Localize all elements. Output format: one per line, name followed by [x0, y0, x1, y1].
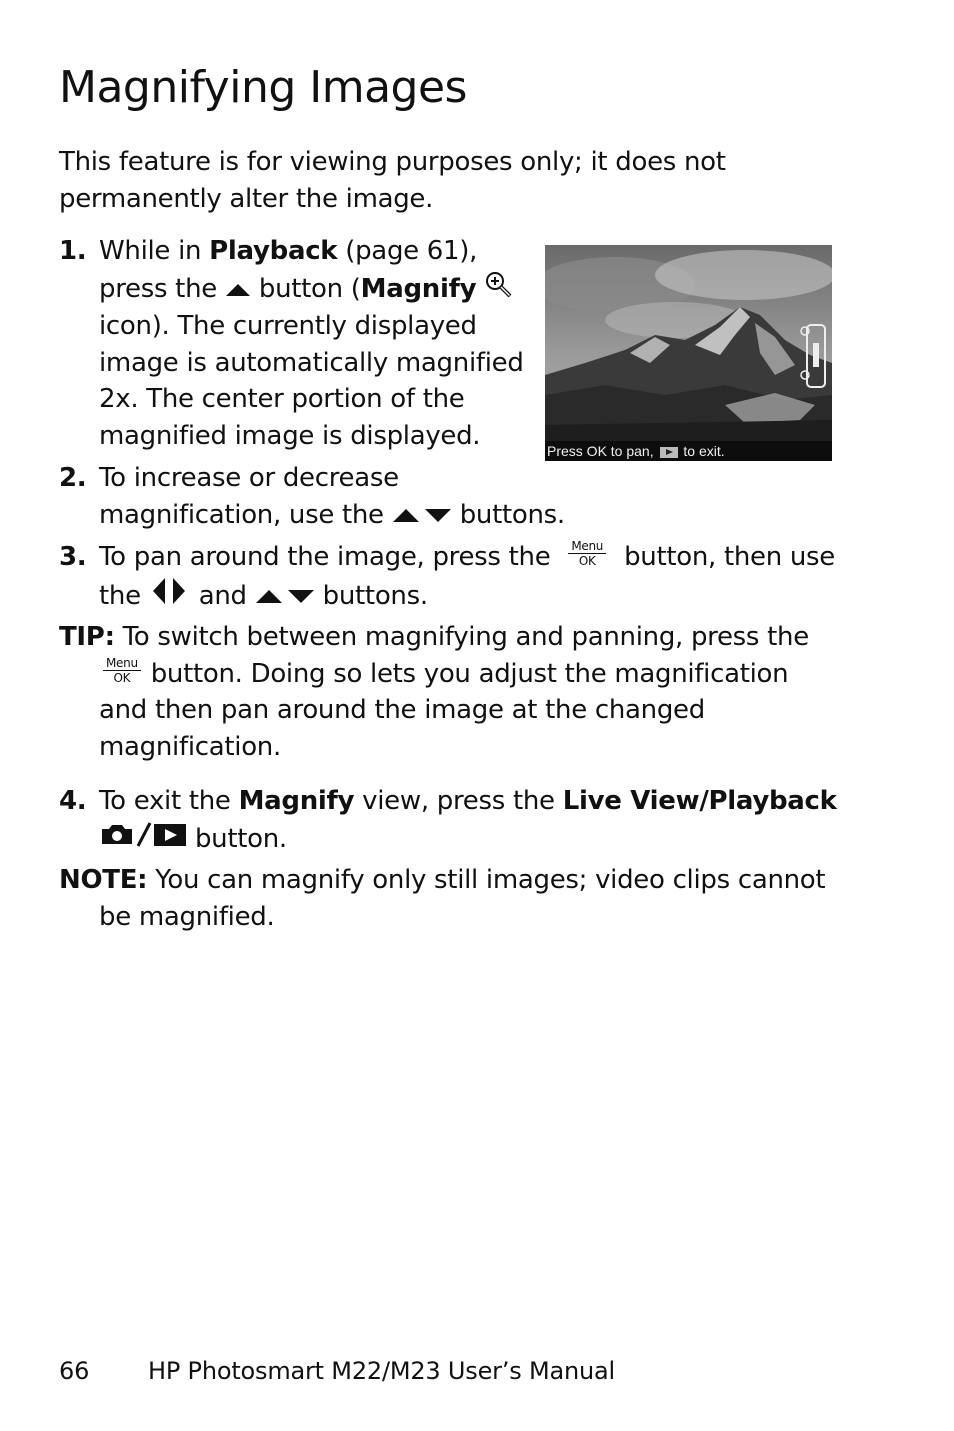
tip-line [99, 656, 879, 693]
menu-ok-top: Menu [568, 540, 606, 554]
playback-icon [153, 821, 187, 858]
step-line [99, 233, 529, 270]
step-text: buttons. [451, 499, 565, 530]
tip-block [59, 619, 879, 765]
step-text: While in [99, 236, 210, 266]
up-arrow-icon [225, 271, 251, 308]
note-block [59, 862, 879, 935]
menu-ok-icon [103, 657, 141, 684]
step-text: buttons. [314, 580, 428, 611]
step-text: button, then use [616, 542, 835, 572]
step-text: (page 61), [337, 236, 478, 266]
step-line: magnified image is displayed. [99, 420, 481, 451]
up-down-arrows-icon [255, 578, 315, 615]
slash-icon [135, 820, 153, 859]
left-right-arrows-icon [149, 576, 191, 617]
camera-icon [99, 821, 135, 858]
magnify-label: Magnify [238, 786, 355, 816]
up-down-arrows-icon [392, 497, 452, 534]
note-line: be magnified. [99, 901, 275, 932]
note-label: NOTE: [59, 865, 148, 895]
camera-screen-image [545, 245, 832, 461]
caption-text: to exit. [679, 443, 725, 459]
caption-text: Press OK to pan, [547, 443, 658, 459]
note-line [59, 862, 879, 899]
playback-icon [660, 447, 678, 458]
mountain-photo [545, 245, 832, 461]
step-text: view, press the [354, 786, 563, 816]
menu-ok-bottom: OK [113, 670, 131, 685]
step-body [99, 460, 859, 533]
intro-paragraph: This feature is for viewing purposes only; it does not permanently alter the image. [59, 147, 726, 214]
tip-line: magnification. [99, 731, 281, 762]
magnify-label: Magnify [360, 273, 477, 304]
menu-ok-bottom: OK [578, 554, 596, 568]
step-line: image is automatically magnified [99, 347, 524, 378]
menu-ok-icon [568, 540, 606, 567]
step-text: magnification, use the [99, 499, 392, 530]
step-3 [59, 539, 859, 616]
tip-body [99, 656, 879, 766]
step-text: and [190, 580, 255, 611]
step-text: button. [187, 823, 287, 854]
step-body [99, 783, 879, 858]
live-view-playback-label: Live View/Playback [562, 786, 837, 816]
tip-text: To switch between magnifying and panning, press the [114, 622, 809, 652]
step-line: To increase or decrease [99, 463, 399, 493]
step-number: 1. [59, 236, 87, 266]
step-line [99, 497, 859, 534]
note-text: You can magnify only still images; video clips cannot [147, 865, 826, 895]
step-text: To exit the [99, 786, 239, 816]
step-number: 4. [59, 786, 87, 816]
step-body [99, 539, 859, 616]
page-title: Magnifying Images [59, 62, 467, 113]
tip-line: and then pan around the image at the changed [99, 695, 705, 725]
step-line: icon). The currently displayed [99, 311, 477, 341]
step-number: 3. [59, 542, 87, 572]
step-line [99, 539, 859, 576]
step-line [99, 783, 879, 820]
step-text: To pan around the image, press the [99, 542, 559, 572]
step-line [99, 820, 879, 859]
step-1 [59, 233, 529, 454]
playback-label: Playback [209, 236, 338, 266]
tip-line [59, 619, 879, 656]
step-line: 2x. The center portion of the [99, 384, 465, 414]
tip-text: button. Doing so lets you adjust the magnification [142, 658, 789, 689]
step-text: the [99, 580, 149, 611]
menu-ok-top: Menu [103, 657, 141, 671]
step-line [99, 270, 529, 309]
step-4 [59, 783, 879, 858]
step-2 [59, 460, 859, 533]
step-body [99, 233, 529, 454]
step-line [99, 576, 859, 617]
screen-caption [545, 441, 832, 461]
step-text: press the [99, 273, 225, 304]
step-text: button ( [250, 273, 361, 304]
manual-title: HP Photosmart M22/M23 User’s Manual [148, 1357, 615, 1385]
magnify-icon [484, 270, 514, 309]
page-number: 66 [59, 1357, 90, 1385]
step-number: 2. [59, 463, 87, 493]
tip-label: TIP: [59, 622, 115, 652]
